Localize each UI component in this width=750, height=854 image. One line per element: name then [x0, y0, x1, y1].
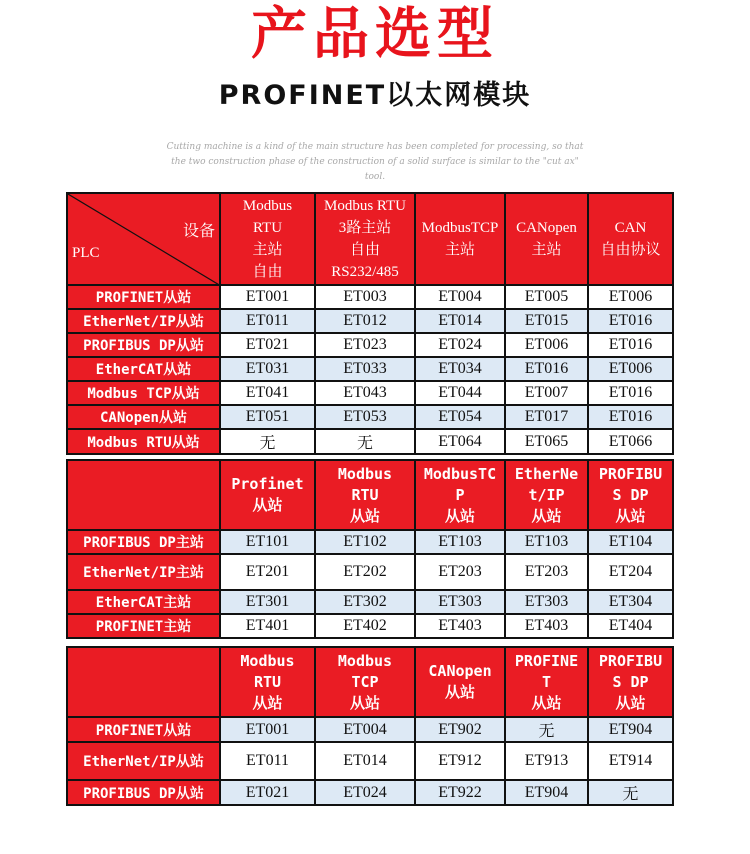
table-cell: ET016: [588, 333, 673, 357]
table-cell: ET203: [505, 554, 588, 590]
description-line: the two construction phase of the construction of a solid surface is similar to the "cut ax": [171, 157, 579, 167]
row-label: EtherCAT从站: [67, 357, 220, 381]
row-label: EtherNet/IP从站: [67, 309, 220, 333]
table-cell: ET101: [220, 530, 315, 554]
table-cell: ET064: [415, 429, 505, 454]
table-cell: ET043: [315, 381, 415, 405]
table-cell: ET902: [415, 717, 505, 742]
description-line: tool.: [364, 172, 386, 182]
row-label: PROFINET从站: [67, 717, 220, 742]
empty-corner-header: [67, 647, 220, 717]
table-row: [67, 590, 673, 614]
table-cell: ET201: [220, 554, 315, 590]
table-cell: ET005: [505, 285, 588, 309]
table-cell: ET006: [588, 357, 673, 381]
page-title: 产品选型: [251, 2, 499, 67]
table-row: [67, 285, 673, 309]
table-row: [67, 309, 673, 333]
table-cell: ET024: [315, 780, 415, 805]
table-cell: 无: [315, 429, 415, 454]
table-cell: ET001: [220, 285, 315, 309]
table-row: [67, 742, 673, 780]
table-cell: ET007: [505, 381, 588, 405]
description-line: Cutting machine is a kind of the main structure has been completed for processing, so that: [166, 142, 584, 152]
table-cell: ET053: [315, 405, 415, 429]
table-row: [67, 614, 673, 638]
table-cell: ET004: [415, 285, 505, 309]
table-cell: ET015: [505, 309, 588, 333]
table-cell: ET912: [415, 742, 505, 780]
table-cell: ET104: [588, 530, 673, 554]
column-header: Modbus RTU 从站: [315, 460, 415, 530]
column-header: ModbusTCP 主站: [415, 193, 505, 285]
table-row: [67, 429, 673, 454]
table-cell: ET401: [220, 614, 315, 638]
row-label: EtherNet/IP从站: [67, 742, 220, 780]
row-label: PROFIBUS DP从站: [67, 780, 220, 805]
table-cell: ET054: [415, 405, 505, 429]
table-cell: ET303: [415, 590, 505, 614]
table-cell: ET017: [505, 405, 588, 429]
table-cell: ET301: [220, 590, 315, 614]
table-cell: ET922: [415, 780, 505, 805]
table-cell: ET304: [588, 590, 673, 614]
table-cell: ET014: [415, 309, 505, 333]
table-cell: ET914: [588, 742, 673, 780]
column-header: ModbusTC P 从站: [415, 460, 505, 530]
column-header: Modbus RTU 主站 自由: [220, 193, 315, 285]
table-cell: ET103: [505, 530, 588, 554]
column-header: Modbus RTU 从站: [220, 647, 315, 717]
table-cell: ET103: [415, 530, 505, 554]
selection-table-1: [66, 192, 674, 455]
table-cell: 无: [588, 780, 673, 805]
selection-table-2: [66, 459, 674, 639]
table-cell: ET402: [315, 614, 415, 638]
table-cell: ET303: [505, 590, 588, 614]
column-header: Modbus RTU 3路主站 自由 RS232/485: [315, 193, 415, 285]
table-cell: 无: [220, 429, 315, 454]
table-cell: ET034: [415, 357, 505, 381]
table-cell: ET004: [315, 717, 415, 742]
table-cell: ET014: [315, 742, 415, 780]
table-cell: ET011: [220, 742, 315, 780]
table-row: [67, 554, 673, 590]
table-cell: ET102: [315, 530, 415, 554]
row-label: Modbus TCP从站: [67, 381, 220, 405]
table-cell: ET033: [315, 357, 415, 381]
row-label: EtherNet/IP主站: [67, 554, 220, 590]
column-header: CAN 自由协议: [588, 193, 673, 285]
table-cell: ET403: [415, 614, 505, 638]
table-cell: ET404: [588, 614, 673, 638]
row-label: Modbus RTU从站: [67, 429, 220, 454]
table-cell: ET006: [505, 333, 588, 357]
table-row: [67, 780, 673, 805]
table-row: [67, 530, 673, 554]
empty-corner-header: [67, 460, 220, 530]
column-header: EtherNe t/IP 从站: [505, 460, 588, 530]
row-label: EtherCAT主站: [67, 590, 220, 614]
table-cell: ET001: [220, 717, 315, 742]
table-cell: ET066: [588, 429, 673, 454]
table-cell: ET016: [588, 381, 673, 405]
row-label: CANopen从站: [67, 405, 220, 429]
table-cell: ET016: [588, 309, 673, 333]
table-row: [67, 717, 673, 742]
table-cell: ET021: [220, 333, 315, 357]
table-cell: ET031: [220, 357, 315, 381]
row-label: PROFINET主站: [67, 614, 220, 638]
corner-header: [67, 193, 220, 285]
row-label: PROFINET从站: [67, 285, 220, 309]
column-header: PROFIBU S DP 从站: [588, 460, 673, 530]
column-header: CANopen 主站: [505, 193, 588, 285]
table-cell: ET904: [505, 780, 588, 805]
table-cell: ET065: [505, 429, 588, 454]
table-cell: 无: [505, 717, 588, 742]
table-row: [67, 333, 673, 357]
row-label: PROFIBUS DP主站: [67, 530, 220, 554]
table-cell: ET023: [315, 333, 415, 357]
table-cell: ET904: [588, 717, 673, 742]
table-cell: ET051: [220, 405, 315, 429]
table-cell: ET016: [505, 357, 588, 381]
table-cell: ET016: [588, 405, 673, 429]
corner-device-label: 设备: [182, 223, 215, 240]
table-cell: ET913: [505, 742, 588, 780]
row-label: PROFIBUS DP从站: [67, 333, 220, 357]
table-cell: ET204: [588, 554, 673, 590]
table-cell: ET024: [415, 333, 505, 357]
table-cell: ET012: [315, 309, 415, 333]
table-cell: ET202: [315, 554, 415, 590]
column-header: Modbus TCP 从站: [315, 647, 415, 717]
table-cell: ET003: [315, 285, 415, 309]
corner-plc-label: PLC: [72, 245, 100, 261]
table-cell: ET021: [220, 780, 315, 805]
table-cell: ET403: [505, 614, 588, 638]
page-subtitle: PROFINET以太网模块: [218, 80, 532, 111]
table-row: [67, 405, 673, 429]
table-row: [67, 381, 673, 405]
column-header: PROFIBU S DP 从站: [588, 647, 673, 717]
table-cell: ET203: [415, 554, 505, 590]
table-cell: ET302: [315, 590, 415, 614]
description-text: [110, 140, 640, 185]
selection-table-3: [66, 646, 674, 806]
table-cell: ET041: [220, 381, 315, 405]
table-cell: ET006: [588, 285, 673, 309]
table-cell: ET044: [415, 381, 505, 405]
column-header: Profinet 从站: [220, 460, 315, 530]
column-header: CANopen 从站: [415, 647, 505, 717]
table-cell: ET011: [220, 309, 315, 333]
column-header: PROFINE T 从站: [505, 647, 588, 717]
table-row: [67, 357, 673, 381]
